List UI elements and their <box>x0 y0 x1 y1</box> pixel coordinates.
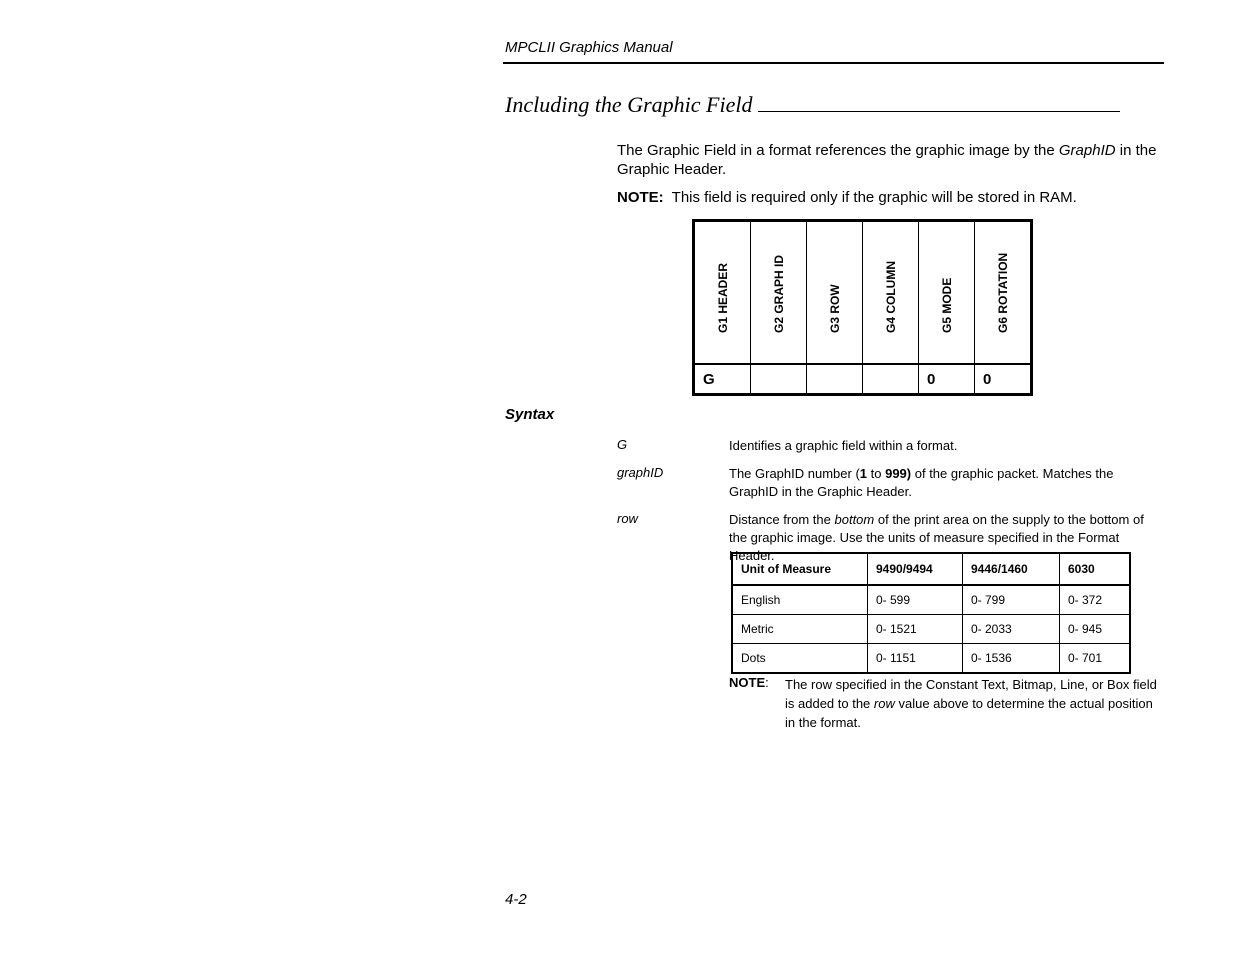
units-header-cell: 6030 <box>1060 553 1131 585</box>
syntax-heading: Syntax <box>505 406 555 423</box>
field-header-label: G5 MODE <box>939 277 954 333</box>
note-italic: row <box>873 696 895 711</box>
def-text: to <box>867 466 886 481</box>
units-cell: 0- 1151 <box>868 644 963 674</box>
page-number: 4-2 <box>505 891 527 908</box>
def-text: of the graphic packet. Matches the GraphID in the Graphic Header. <box>729 466 1114 499</box>
section-title-text: Including the Graphic Field <box>505 92 753 117</box>
def-text: of the print area on the supply to the bottom of the graphic image. Use the units of measure specified in the Format Header. <box>729 512 1144 563</box>
section-title <box>505 92 1120 118</box>
def-text: Distance from the <box>729 512 835 527</box>
field-header-cell <box>751 221 807 365</box>
note-required-ram <box>617 188 1162 207</box>
field-header-cell <box>694 221 751 365</box>
field-header-cell <box>863 221 919 365</box>
note-text: This field is required only if the graphic will be stored in RAM. <box>671 189 1077 206</box>
def-bold: 1 <box>859 466 868 481</box>
field-value-cell <box>863 364 919 395</box>
field-header-label: G3 ROW <box>827 284 842 333</box>
units-table <box>731 552 1131 674</box>
intro-text: The Graphic Field in a format references the graphic image by the <box>617 142 1059 159</box>
field-header-label: G4 COLUMN <box>883 261 898 333</box>
field-header-cell <box>919 221 975 365</box>
note-row-text <box>785 675 1165 732</box>
header-rule <box>503 62 1164 64</box>
units-header-cell: 9446/1460 <box>963 553 1060 585</box>
running-header: MPCLII Graphics Manual <box>505 39 673 56</box>
intro-graphid: GraphID <box>1058 142 1116 159</box>
field-header-label: G6 ROTATION <box>995 252 1010 333</box>
units-header-row <box>732 553 1130 585</box>
units-cell: Metric <box>732 615 868 644</box>
field-value-cell: 0 <box>975 364 1032 395</box>
note-row-label <box>729 675 769 690</box>
units-cell: 0- 1521 <box>868 615 963 644</box>
field-value-cell: G <box>694 364 751 395</box>
def-text: The GraphID number ( <box>729 466 860 481</box>
field-header-cell <box>807 221 863 365</box>
field-value-row <box>694 364 1032 395</box>
graphic-field-table <box>692 219 1033 396</box>
note-text-end: value above to determine the actual position in the format. <box>785 696 1153 730</box>
units-cell: 0- 372 <box>1060 585 1131 615</box>
field-value-cell <box>807 364 863 395</box>
units-cell: English <box>732 585 868 615</box>
units-cell: 0- 945 <box>1060 615 1131 644</box>
units-cell: 0- 599 <box>868 585 963 615</box>
note-colon: : <box>765 675 769 690</box>
def-italic: bottom <box>834 512 875 527</box>
field-header-label: G1 HEADER <box>715 262 730 333</box>
units-cell: 0- 701 <box>1060 644 1131 674</box>
title-rule <box>758 110 1120 112</box>
field-value-cell: 0 <box>919 364 975 395</box>
units-cell: 0- 799 <box>963 585 1060 615</box>
field-value-cell <box>751 364 807 395</box>
intro-text-end: in the Graphic Header. <box>617 142 1157 178</box>
field-header-row <box>694 221 1032 365</box>
intro-paragraph <box>617 141 1162 179</box>
syntax-def-graphid <box>729 465 1164 501</box>
syntax-term-g: G <box>617 437 628 452</box>
table-row <box>732 644 1130 674</box>
def-bold: 999) <box>885 466 912 481</box>
syntax-term-row: row <box>617 511 638 526</box>
note-text: The row specified in the Constant Text, Bitmap, Line, or Box field is added to the <box>785 677 1157 711</box>
units-header-cell: 9490/9494 <box>868 553 963 585</box>
field-header-label: G2 GRAPH ID <box>771 254 786 333</box>
syntax-term-graphid: graphID <box>617 465 664 480</box>
units-cell: Dots <box>732 644 868 674</box>
units-header-cell: Unit of Measure <box>732 553 868 585</box>
table-row <box>732 585 1130 615</box>
table-row <box>732 615 1130 644</box>
field-header-cell <box>975 221 1032 365</box>
units-cell: 0- 1536 <box>963 644 1060 674</box>
note-label: NOTE <box>729 675 766 690</box>
units-cell: 0- 2033 <box>963 615 1060 644</box>
note-label: NOTE: <box>617 189 664 206</box>
syntax-def-g: Identifies a graphic field within a format. <box>729 438 958 453</box>
